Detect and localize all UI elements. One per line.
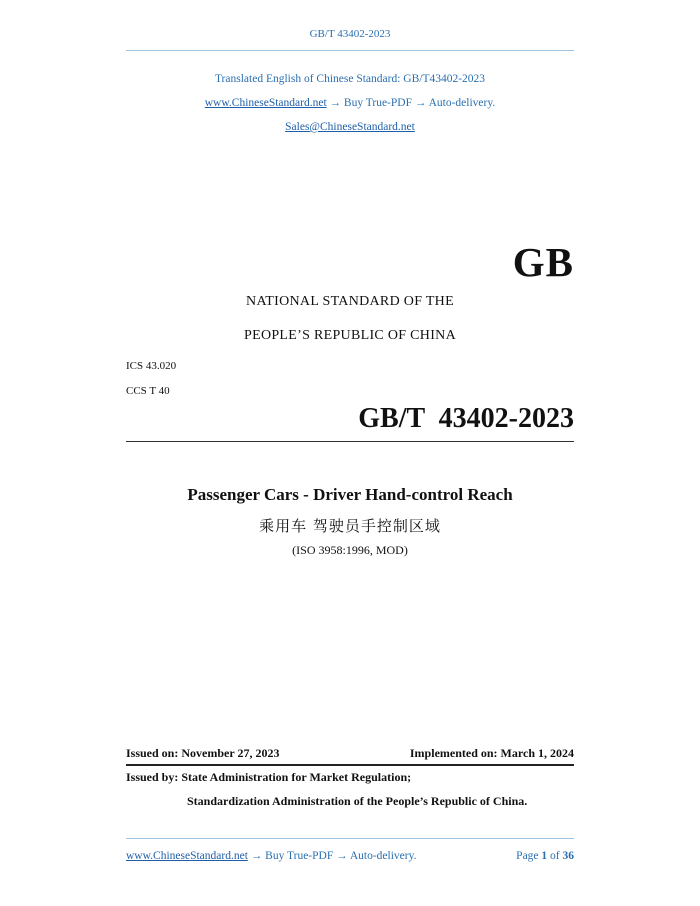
issued-by-second: Standardization Administration of the People’s Republic of China. [187, 794, 528, 808]
page-total: 36 [562, 850, 574, 862]
email-link[interactable]: Sales@ChineseStandard.net [285, 121, 415, 133]
standard-divider [126, 441, 574, 442]
document-title: Passenger Cars - Driver Hand-control Reach [187, 485, 513, 504]
national-standard-line: NATIONAL STANDARD OF THE [246, 294, 454, 309]
buy-text: → Buy True-PDF → Auto-delivery. [326, 97, 496, 109]
translation-notice: Translated English of Chinese Standard: GB/T43402-2023 [214, 73, 486, 85]
footer-site-link[interactable]: www.ChineseStandard.net [126, 850, 248, 862]
running-header: GB/T 43402-2023 [309, 28, 391, 40]
footer-buy-text: → Buy True-PDF → Auto-delivery. [247, 850, 417, 862]
adoption-note: (ISO 3958:1996, MOD) [292, 543, 408, 557]
page-indicator [516, 850, 574, 862]
site-link[interactable]: www.ChineseStandard.net [204, 97, 327, 109]
standard-number: GB/T 43402-2023 [358, 403, 574, 434]
promo-line [0, 97, 700, 109]
gb-mark: GB [512, 239, 574, 285]
document-title-chinese: 乘用车 驾驶员手控制区域 [259, 517, 441, 535]
ics-code: ICS 43.020 [126, 360, 177, 372]
of-label: of [547, 850, 563, 862]
footer-divider [126, 838, 574, 839]
page-label: Page [516, 850, 542, 862]
issued-on: Issued on: November 27, 2023 [126, 746, 280, 760]
country-line: PEOPLE’S REPUBLIC OF CHINA [244, 328, 456, 343]
footer-promo [126, 850, 416, 862]
header-divider [126, 50, 574, 51]
issued-by: Issued by: State Administration for Market Regulation; [126, 770, 412, 784]
issue-divider [126, 764, 574, 766]
ccs-code: CCS T 40 [126, 385, 170, 397]
email-line [0, 121, 700, 133]
implemented-on: Implemented on: March 1, 2024 [409, 746, 574, 760]
page-number: 1 [541, 850, 548, 862]
